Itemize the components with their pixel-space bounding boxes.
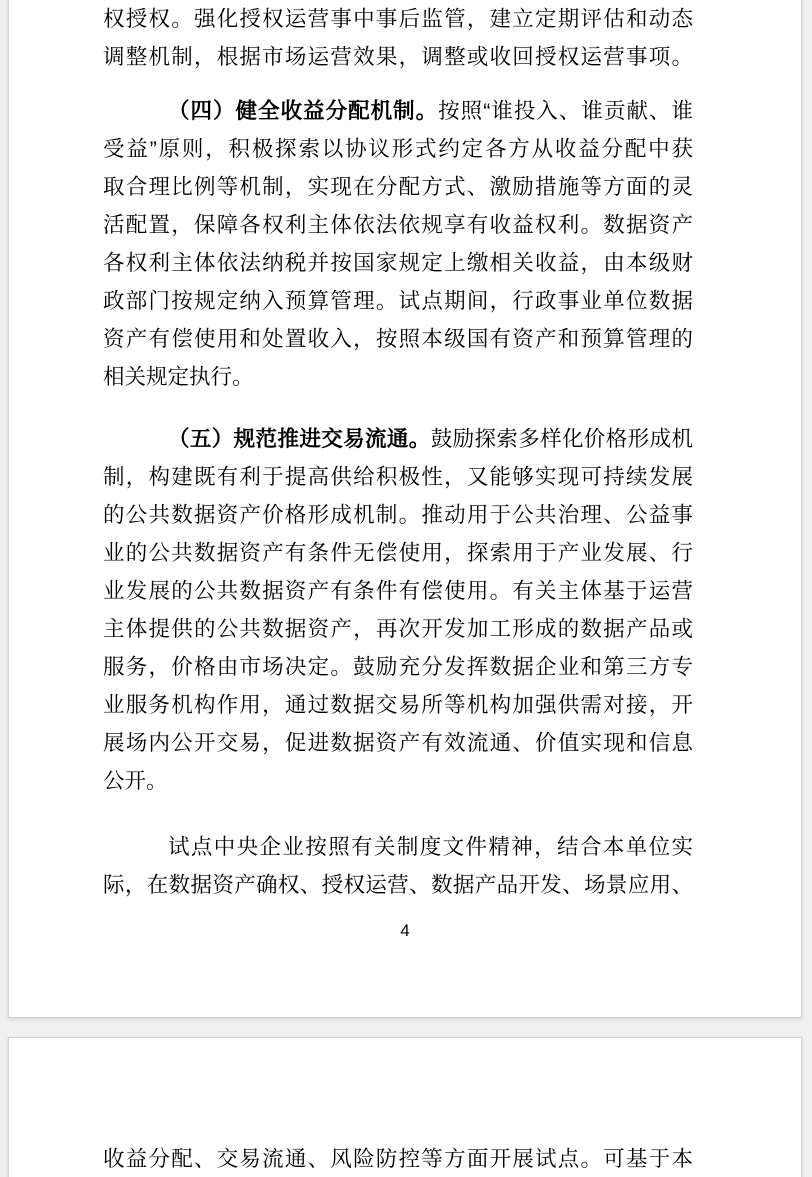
paragraph [103, 0, 693, 76]
text-line [103, 244, 693, 282]
paragraph [103, 828, 693, 904]
text-segment: 业服务机构作用，通过数据交易所等机构加强供需对接，开 [103, 693, 693, 717]
text-line [103, 206, 693, 244]
section-heading-text: （五）规范推进交易流通。 [168, 427, 431, 451]
text-line [103, 686, 693, 724]
text-line [103, 92, 693, 130]
text-line [103, 496, 693, 534]
text-line [103, 38, 693, 76]
text-segment: 业发展的公共数据资产有条件有偿使用。有关主体基于运营 [103, 579, 693, 603]
text-segment: 公开。 [103, 769, 168, 793]
text-segment: 调整机制，根据市场运营效果，调整或收回授权运营事项。 [103, 45, 693, 69]
text-segment: 服务，价格由市场决定。鼓励充分发挥数据企业和第三方专 [103, 655, 693, 679]
text-segment: 的公共数据资产价格形成机制。推动用于公共治理、公益事 [103, 503, 693, 527]
text-segment: 活配置，保障各权利主体依法依规享有收益权利。数据资产 [103, 213, 693, 237]
text-line [103, 0, 693, 38]
text-segment: 受益”原则，积极探索以协议形式约定各方从收益分配中获 [103, 137, 693, 161]
text-segment: 各权利主体依法纳税并按国家规定上缴相关收益，由本级财 [103, 251, 693, 275]
text-segment: 相关规定执行。 [103, 365, 254, 389]
text-line [103, 762, 693, 800]
text-segment: 际，在数据资产确权、授权运营、数据产品开发、场景应用、 [103, 873, 693, 897]
text-segment: 业的公共数据资产有条件无偿使用，探索用于产业发展、行 [103, 541, 693, 565]
text-line [103, 724, 693, 762]
text-line [103, 320, 693, 358]
page-5-text [103, 1140, 693, 1177]
text-line [103, 1140, 693, 1177]
text-line [103, 828, 693, 866]
text-segment: 制，构建既有利于提高供给积极性，又能够实现可持续发展 [103, 465, 693, 489]
text-line [103, 420, 693, 458]
text-line [103, 610, 693, 648]
text-segment: 鼓励探索多样化价格形成机 [430, 427, 693, 451]
text-segment: 主体提供的公共数据资产，再次开发加工形成的数据产品或 [103, 617, 693, 641]
text-segment: 展场内公开交易，促进数据资产有效流通、价值实现和信息 [103, 731, 693, 755]
text-segment: 资产有偿使用和处置收入，按照本级国有资产和预算管理的 [103, 327, 693, 351]
text-line [103, 168, 693, 206]
page-4-text [103, 0, 693, 904]
text-segment: 政部门按规定纳入预算管理。试点期间，行政事业单位数据 [103, 289, 693, 313]
text-line [103, 866, 693, 904]
text-line [103, 458, 693, 496]
text-segment: 收益分配、交易流通、风险防控等方面开展试点。可基于本 [103, 1147, 693, 1171]
paragraph [103, 92, 693, 396]
paragraph [103, 1140, 693, 1177]
page-number: 4 [400, 921, 410, 940]
text-segment: 取合理比例等机制，实现在分配方式、激励措施等方面的灵 [103, 175, 693, 199]
text-segment: 按照“谁投入、谁贡献、谁 [438, 99, 693, 123]
text-segment: 试点中央企业按照有关制度文件精神，结合本单位实 [168, 835, 693, 859]
text-segment: 权授权。强化授权运营事中事后监管，建立定期评估和动态 [103, 7, 693, 31]
text-line [103, 648, 693, 686]
section-heading-text: （四）健全收益分配机制。 [168, 99, 439, 123]
text-line [103, 358, 693, 396]
text-line [103, 572, 693, 610]
paragraph [103, 420, 693, 800]
text-line [103, 130, 693, 168]
text-line [103, 534, 693, 572]
text-line [103, 282, 693, 320]
